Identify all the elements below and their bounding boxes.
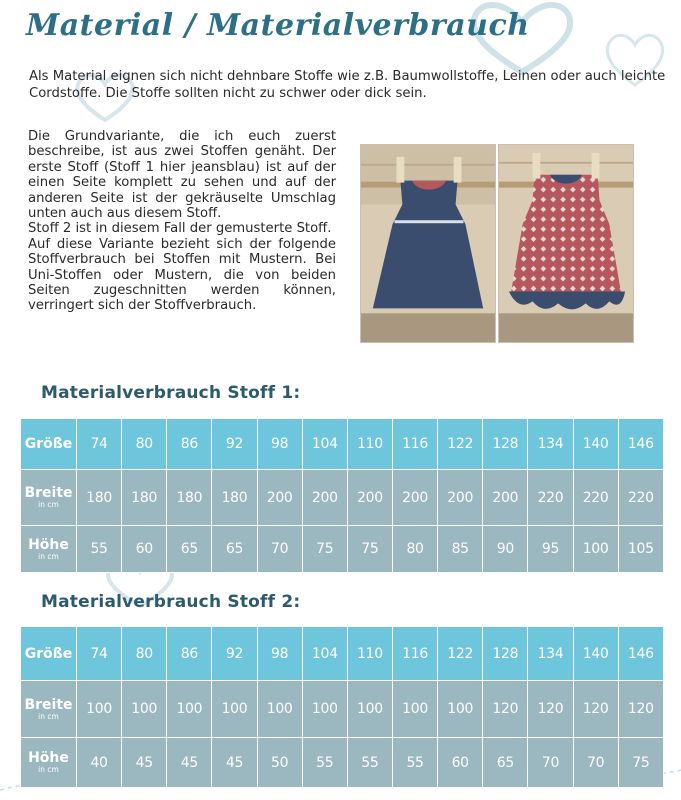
breite-cell: 100 xyxy=(392,681,437,738)
breite-cell: 200 xyxy=(483,470,528,526)
hoehe-cell: 95 xyxy=(528,526,573,573)
size-label: Größe xyxy=(21,419,77,470)
breite-cell: 100 xyxy=(77,681,122,738)
size-cell: 74 xyxy=(77,419,122,470)
size-cell: 110 xyxy=(347,419,392,470)
hoehe-cell: 55 xyxy=(392,738,437,788)
size-cell: 128 xyxy=(483,419,528,470)
breite-cell: 100 xyxy=(438,681,483,738)
hoehe-cell: 70 xyxy=(257,526,302,573)
hoehe-cell: 65 xyxy=(167,526,212,573)
hoehe-cell: 105 xyxy=(618,526,663,573)
breite-cell: 180 xyxy=(122,470,167,526)
breite-label-text: Breite xyxy=(24,696,73,713)
breite-label-text: Breite xyxy=(24,485,73,501)
description-paragraph: Die Grundvariante, die ich euch zuerst beschreibe, ist aus zwei Stoffen genäht. Der erste Stoff (Stoff 1 hier jeansblau) ist auf der einen Seite komplett zu sehen und auf der anderen Seite ist der gekräuselte Umschlag unten auch aus diesem Stoff. xyxy=(28,129,336,222)
dress-photo-back xyxy=(498,144,634,343)
size-cell: 140 xyxy=(573,627,618,681)
table2-heading: Materialverbrauch Stoff 2: xyxy=(41,592,301,612)
unit-label: in cm xyxy=(38,765,59,774)
hoehe-cell: 90 xyxy=(483,526,528,573)
hoehe-cell: 65 xyxy=(212,526,257,573)
hoehe-cell: 100 xyxy=(573,526,618,573)
breite-row xyxy=(21,681,664,738)
breite-cell: 180 xyxy=(77,470,122,526)
hoehe-cell: 55 xyxy=(302,738,347,788)
breite-row xyxy=(21,470,664,526)
breite-cell: 180 xyxy=(212,470,257,526)
size-cell: 98 xyxy=(257,627,302,681)
hoehe-label-text: Höhe xyxy=(28,750,69,766)
hoehe-cell: 45 xyxy=(167,738,212,788)
breite-cell: 200 xyxy=(302,470,347,526)
hoehe-cell: 80 xyxy=(392,526,437,573)
breite-cell: 100 xyxy=(257,681,302,738)
breite-label xyxy=(21,470,77,526)
hoehe-cell: 50 xyxy=(257,738,302,788)
hoehe-cell: 75 xyxy=(347,526,392,573)
size-cell: 74 xyxy=(77,627,122,681)
hoehe-label-text: Höhe xyxy=(28,536,69,553)
breite-cell: 220 xyxy=(573,470,618,526)
size-cell: 80 xyxy=(122,627,167,681)
hoehe-cell: 55 xyxy=(77,526,122,573)
material-table-stoff2 xyxy=(20,626,664,788)
size-row xyxy=(21,627,664,681)
breite-cell: 100 xyxy=(167,681,212,738)
hoehe-cell: 60 xyxy=(122,526,167,573)
hoehe-cell: 40 xyxy=(77,738,122,788)
breite-cell: 100 xyxy=(302,681,347,738)
size-cell: 104 xyxy=(302,627,347,681)
hoehe-cell: 70 xyxy=(528,738,573,788)
size-cell: 134 xyxy=(528,627,573,681)
size-cell: 116 xyxy=(392,627,437,681)
unit-label: in cm xyxy=(38,551,59,561)
breite-cell: 100 xyxy=(122,681,167,738)
size-cell: 104 xyxy=(302,419,347,470)
table1-heading: Materialverbrauch Stoff 1: xyxy=(41,383,301,403)
intro-paragraph: Als Material eignen sich nicht dehnbare Stoffe wie z.B. Baumwollstoffe, Leinen oder auch leichte Cordstoffe. Die Stoffe sollten nicht zu schwer oder dick sein. xyxy=(29,69,666,101)
breite-cell: 100 xyxy=(212,681,257,738)
hoehe-row xyxy=(21,738,664,788)
hoehe-cell: 65 xyxy=(483,738,528,788)
size-cell: 86 xyxy=(167,627,212,681)
size-cell: 122 xyxy=(438,627,483,681)
size-cell: 128 xyxy=(483,627,528,681)
size-cell: 92 xyxy=(212,419,257,470)
unit-label: in cm xyxy=(38,500,59,509)
size-cell: 122 xyxy=(438,419,483,470)
size-cell: 146 xyxy=(618,419,663,470)
breite-cell: 120 xyxy=(618,681,663,738)
breite-cell: 120 xyxy=(573,681,618,738)
page-title: Material / Materialverbrauch xyxy=(26,8,530,43)
breite-cell: 120 xyxy=(528,681,573,738)
hoehe-cell: 75 xyxy=(302,526,347,573)
size-cell: 140 xyxy=(573,419,618,470)
size-cell: 146 xyxy=(618,627,663,681)
size-cell: 98 xyxy=(257,419,302,470)
hoehe-label xyxy=(21,738,77,788)
dress-photo-front xyxy=(360,144,496,343)
hoehe-cell: 85 xyxy=(438,526,483,573)
breite-cell: 120 xyxy=(483,681,528,738)
hoehe-cell: 45 xyxy=(122,738,167,788)
breite-cell: 220 xyxy=(618,470,663,526)
unit-label: in cm xyxy=(38,711,59,721)
description-paragraph: Auf diese Variante bezieht sich der folgende Stoffverbrauch bei Stoffen mit Mustern. Bei Uni-Stoffen oder Mustern, die von beiden Seiten zugeschnitten werden können, verringert sich der Stoffverbrauch. xyxy=(28,236,336,314)
breite-cell: 180 xyxy=(167,470,212,526)
hoehe-row xyxy=(21,526,664,573)
size-cell: 86 xyxy=(167,419,212,470)
breite-label xyxy=(21,681,77,738)
size-cell: 134 xyxy=(528,419,573,470)
hoehe-label xyxy=(21,526,77,573)
breite-cell: 200 xyxy=(438,470,483,526)
breite-cell: 220 xyxy=(528,470,573,526)
hoehe-cell: 55 xyxy=(347,738,392,788)
size-row xyxy=(21,419,664,470)
hoehe-cell: 45 xyxy=(212,738,257,788)
material-table-stoff1 xyxy=(20,418,664,573)
breite-cell: 100 xyxy=(347,681,392,738)
size-label: Größe xyxy=(21,627,77,681)
description-text xyxy=(28,129,336,314)
breite-cell: 200 xyxy=(347,470,392,526)
hoehe-cell: 60 xyxy=(438,738,483,788)
breite-cell: 200 xyxy=(392,470,437,526)
size-cell: 92 xyxy=(212,627,257,681)
hoehe-cell: 75 xyxy=(618,738,663,788)
breite-cell: 200 xyxy=(257,470,302,526)
hoehe-cell: 70 xyxy=(573,738,618,788)
size-cell: 116 xyxy=(392,419,437,470)
size-cell: 110 xyxy=(347,627,392,681)
description-paragraph: Stoff 2 ist in diesem Fall der gemusterte Stoff. xyxy=(28,221,332,237)
size-cell: 80 xyxy=(122,419,167,470)
